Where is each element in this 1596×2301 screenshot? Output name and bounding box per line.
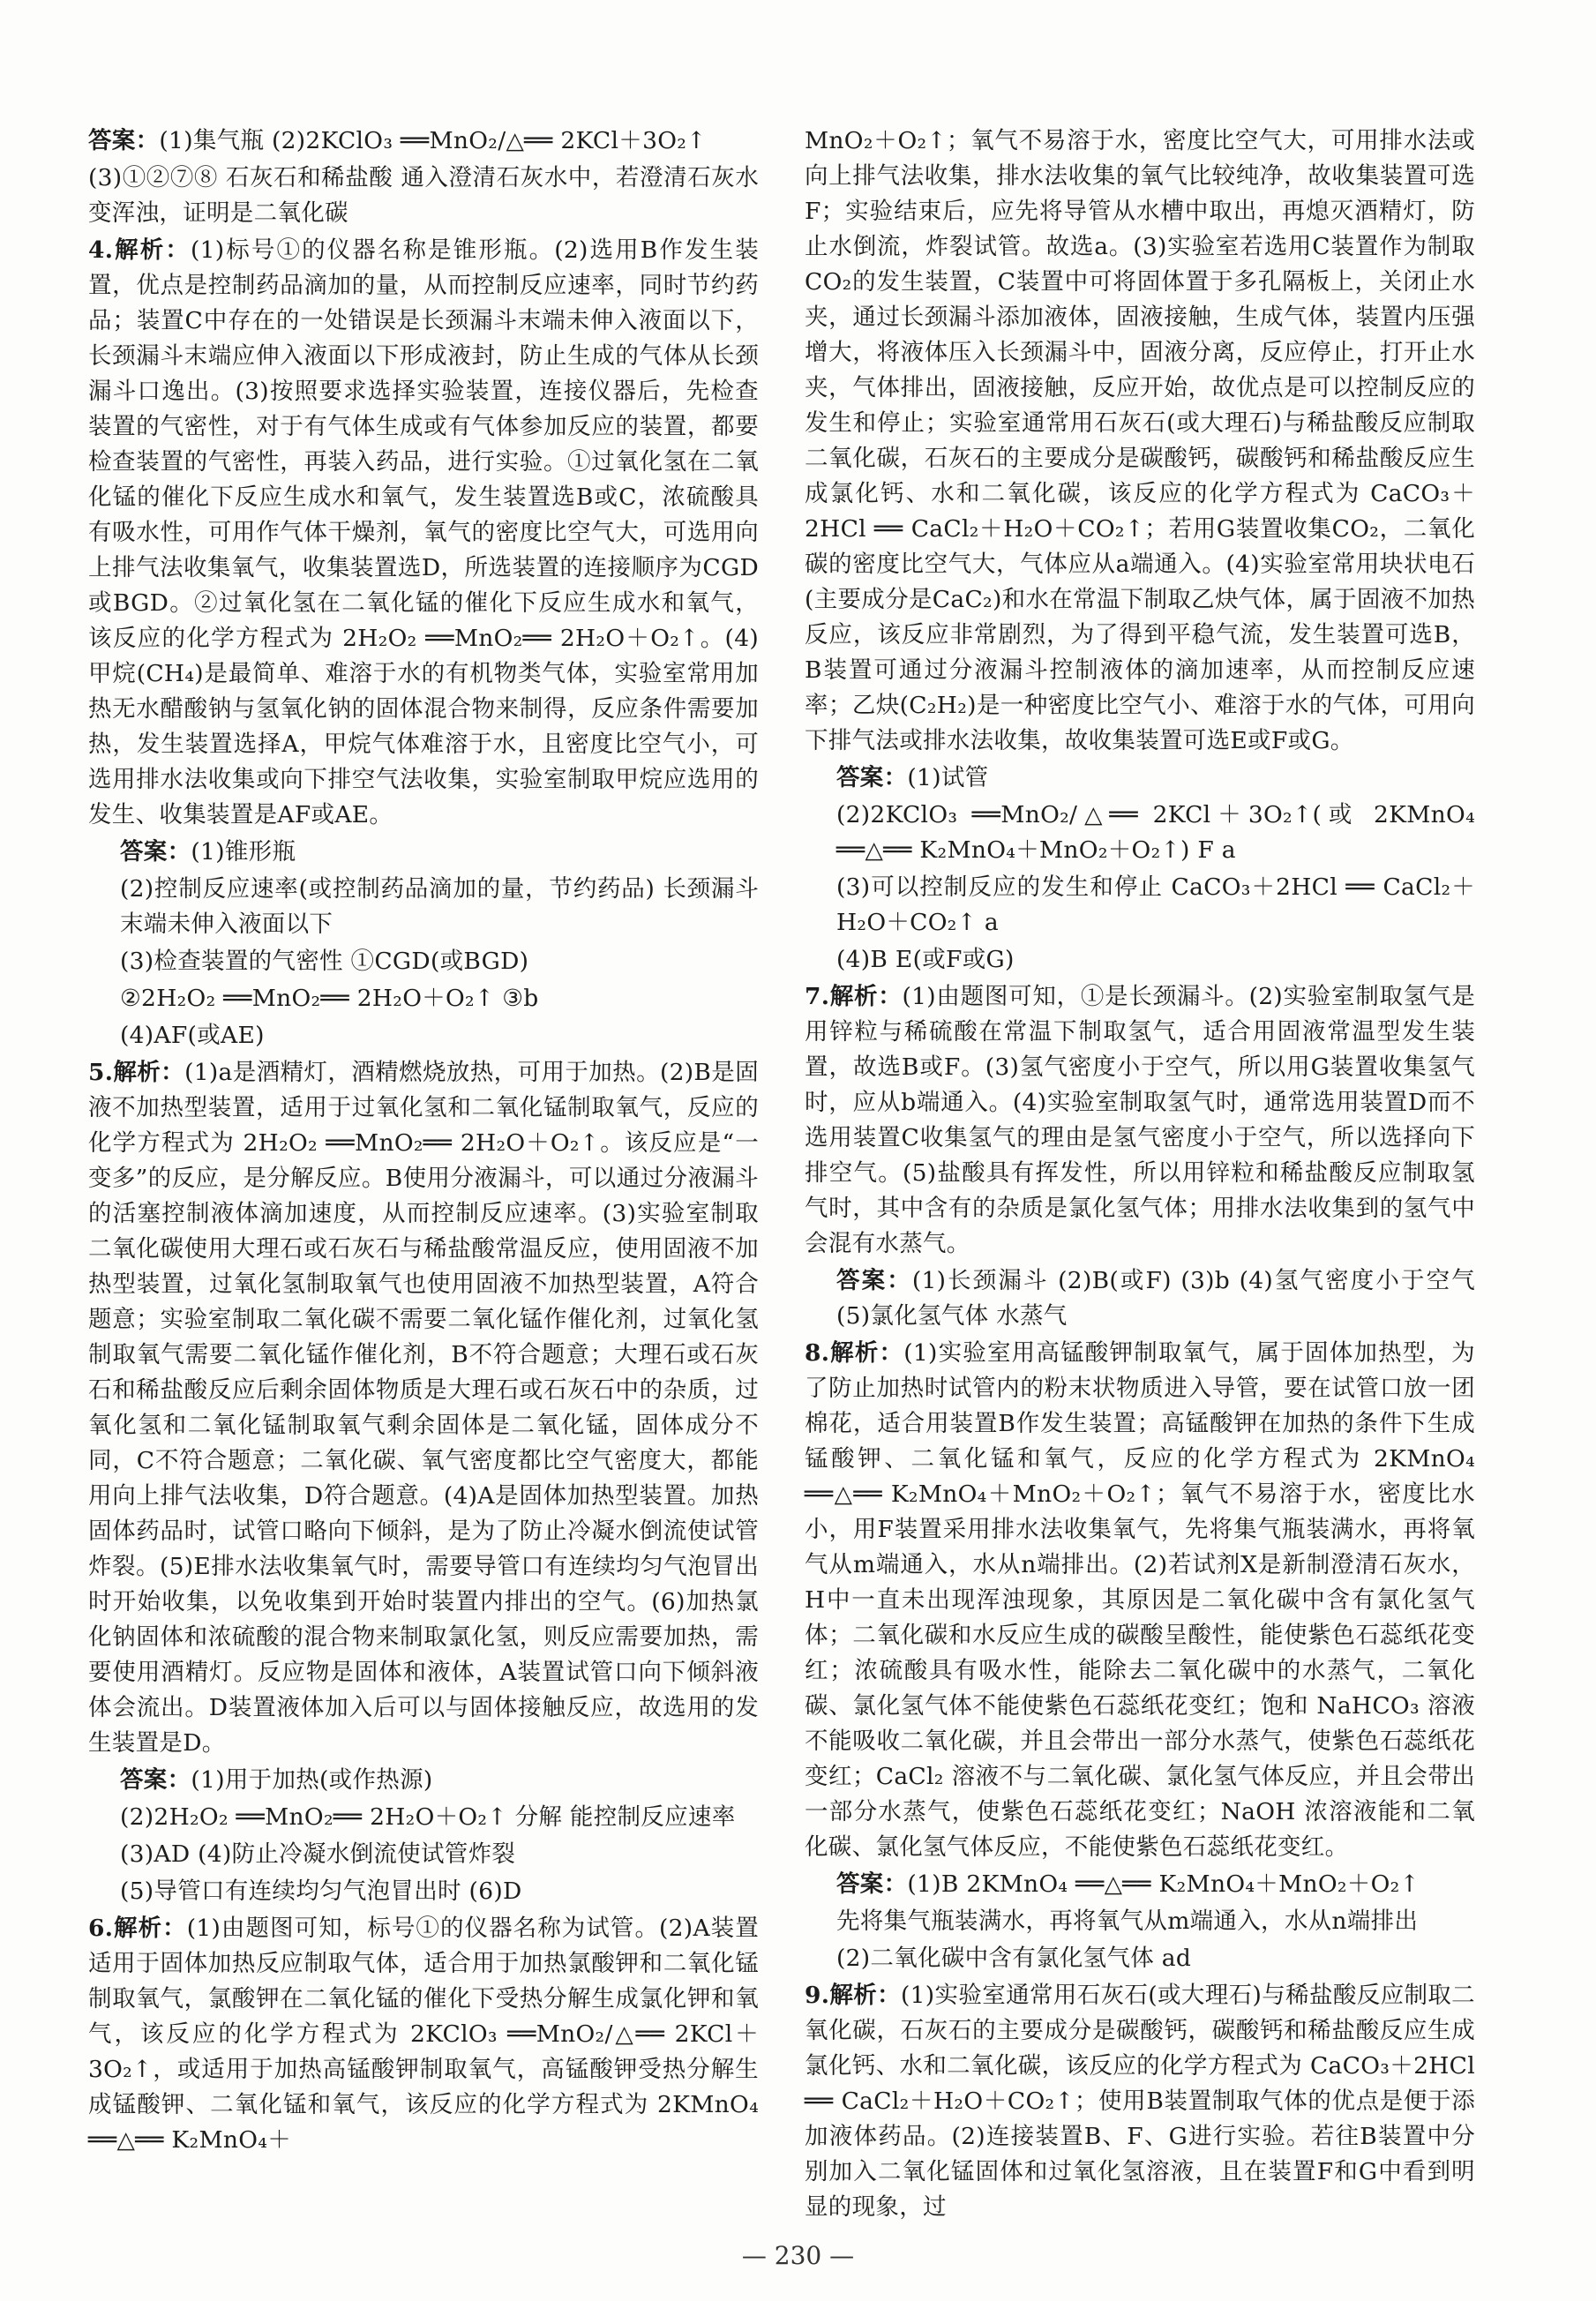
answer-line (88, 1018, 759, 1053)
explanation-block (88, 1911, 759, 2158)
block-text: (1)a是酒精灯，酒精燃烧放热，可用于加热。(2)B是固液不加热型装置，适用于过氧化氢和二氧化锰制取氧气，反应的化学方程式为 2H₂O₂ ══MnO₂══ 2H₂O＋O₂↑。该反应是“一变多”的反应，是分解反应。B使用分液漏斗，可以通过分液漏斗的活塞控制液体滴加速度，从而控制反应速率。(3)实验室制取二氧化碳使用大理石或石灰石与稀盐酸常温反应，使用固液不加热型装置，过氧化氢制取氧气也使用固液不加热型装置，A符合题意；实验室制取二氧化碳不需要二氧化锰作催化剂，过氧化氢制取氧气需要二氧化锰作催化剂，B不符合题意；大理石或石灰石和稀盐酸反应后剩余固体物质是大理石或石灰石中的杂质，过氧化氢和二氧化锰制取氧气剩余固体是二氧化锰，固体成分不同，C不符合题意；二氧化碳、氧气密度都比空气密度大，都能用向上排气法收集，D符合题意。(4)A是固体加热型装置。加热固体药品时，试管口略向下倾斜，是为了防止冷凝水倒流使试管炸裂。(5)E排水法收集氧气时，需要导管口有连续均匀气泡冒出时开始收集，以免收集到开始时装置内排出的空气。(6)加热氯化钠固体和浓硫酸的混合物来制取氯化氢，则反应需要加热，需要使用酒精灯。反应物是固体和液体，A装置试管口向下倾斜液体会流出。D装置液体加入后可以与固体接触反应，故选用的发生装置是D。 (88, 1059, 759, 1757)
block-text: (1)用于加热(或作热源) (191, 1766, 433, 1794)
block-text: (1)集气瓶 (2)2KClO₃ ══MnO₂/△══ 2KCl＋3O₂↑ (159, 127, 707, 154)
right-column (805, 124, 1475, 2227)
block-text: (3)检查装置的气密性 ①CGD(或BGD) (120, 948, 529, 975)
block-label: 5.解析： (88, 1059, 185, 1086)
answer-line (88, 944, 759, 979)
block-text: (3)可以控制反应的发生和停止 CaCO₃＋2HCl ══ CaCl₂＋H₂O＋CO₂↑ a (836, 873, 1475, 936)
block-text: (1)B 2KMnO₄ ══△══ K₂MnO₄＋MnO₂＋O₂↑ (907, 1870, 1420, 1898)
answer-block (805, 761, 1475, 796)
block-text: ②2H₂O₂ ══MnO₂══ 2H₂O＋O₂↑ ③b (120, 985, 539, 1012)
block-text: (1)标号①的仪器名称是锥形瓶。(2)选用B作发生装置，优点是控制药品滴加的量，从而控制反应速率，同时节约药品；装置C中存在的一处错误是长颈漏斗末端未伸入液面以下，长颈漏斗末端应伸入液面以下形成液封，防止生成的气体从长颈漏斗口逸出。(3)按照要求选择实验装置，连接仪器后，先检查装置的气密性，对于有气体生成或有气体参加反应的装置，都要检查装置的气密性，再装入药品，进行实验。①过氧化氢在二氧化锰的催化下反应生成水和氧气，发生装置选B或C，浓硫酸具有吸水性，可用作气体干燥剂，氧气的密度比空气大，可选用向上排气法收集氧气，收集装置选D，所选装置的连接顺序为CGD或BGD。②过氧化氢在二氧化锰的催化下反应生成水和氧气，该反应的化学方程式为 2H₂O₂ ══MnO₂══ 2H₂O＋O₂↑。(4)甲烷(CH₄)是最简单、难溶于水的有机物类气体，实验室常用加热无水醋酸钠与氢氧化钠的固体混合物来制得，反应条件需要加热，发生装置选择A，甲烷气体难溶于水，且密度比空气小，可选用排水法收集或向下排空气法收集，实验室制取甲烷应选用的发生、收集装置是AF或AE。 (88, 236, 759, 828)
answer-line (805, 870, 1475, 941)
answer-line (88, 1874, 759, 1909)
block-text: (1)实验室通常用石灰石(或大理石)与稀盐酸反应制取二氧化碳，石灰石的主要成分是碳酸钙，碳酸钙和稀盐酸反应生成氯化钙、水和二氧化碳，该反应的化学方程式为 CaCO₃＋2HCl ══ CaCl₂＋H₂O＋CO₂↑；使用B装置制取气体的优点是便于添加液体药品。(2)连接装置B、F、G进行实验。若往B装置中分别加入二氧化锰固体和过氧化氢溶液，且在装置F和G中看到明显的现象，过 (805, 1982, 1475, 2221)
block-label: 答案： (836, 1870, 908, 1898)
block-text: (1)锥形瓶 (191, 838, 296, 866)
block-text: (4)AF(或AE) (120, 1022, 265, 1049)
block-text: (2)2KClO₃ ══MnO₂/△══ 2KCl＋3O₂↑(或 2KMnO₄ ══△══ K₂MnO₄＋MnO₂＋O₂↑) F a (836, 801, 1475, 864)
answer-block (805, 1263, 1475, 1334)
block-text: (2)二氧化碳中含有氯化氢气体 ad (836, 1945, 1192, 1972)
explanation-block (805, 979, 1475, 1262)
block-text: (2)控制反应速率(或控制药品滴加的量，节约药品) 长颈漏斗末端未伸入液面以下 (120, 875, 759, 938)
answer-block (88, 835, 759, 870)
explanation-block (805, 1978, 1475, 2225)
answer-line (805, 1941, 1475, 1976)
block-text: (5)导管口有连续均匀气泡冒出时 (6)D (120, 1878, 522, 1905)
answer-line (88, 1837, 759, 1872)
block-label: 7.解析： (805, 983, 903, 1010)
block-text: (3)AD (4)防止冷凝水倒流使试管炸裂 (120, 1840, 516, 1868)
block-text: (3)①②⑦⑧ 石灰石和稀盐酸 通入澄清石灰水中，若澄清石灰水变浑浊，证明是二氧化碳 (88, 164, 759, 227)
answer-line (88, 872, 759, 942)
explanation-block (805, 1336, 1475, 1865)
answer-line (805, 1904, 1475, 1939)
block-text: (1)由题图可知，标号①的仪器名称为试管。(2)A装置适用于固体加热反应制取气体，适合用于加热氯酸钾和二氧化锰制取氧气，氯酸钾在二氧化锰的催化下受热分解生成氯化钾和氧气，该反应的化学方程式为 2KClO₃ ══MnO₂/△══ 2KCl＋3O₂↑，或适用于加热高锰酸钾制取氧气，高锰酸钾受热分解生成锰酸钾、二氧化锰和氧气，该反应的化学方程式为 2KMnO₄ ══△══ K₂MnO₄＋ (88, 1915, 760, 2154)
answer-block (805, 1867, 1475, 1902)
answer-line (88, 981, 759, 1016)
answer-line (805, 798, 1475, 868)
answer-block (88, 124, 759, 159)
block-text: (1)由题图可知，①是长颈漏斗。(2)实验室制取氢气是用锌粒与稀硫酸在常温下制取氢气，适合用固液常温型发生装置，故选B或F。(3)氢气密度小于空气，所以用G装置收集氢气时，应从b端通入。(4)实验室制取氢气时，通常选用装置D而不选用装置C收集氢气的理由是氢气密度小于空气，所以选择向下排空气。(5)盐酸具有挥发性，所以用锌粒和稀盐酸反应制取氢气时，其中含有的杂质是氯化氢气体；用排水法收集到的氢气中会混有水蒸气。 (805, 983, 1475, 1257)
block-text: (1)长颈漏斗 (2)B(或F) (3)b (4)氢气密度小于空气 (5)氯化氢气体 水蒸气 (836, 1267, 1475, 1330)
block-label: 9.解析： (805, 1982, 901, 2009)
explanation-block (88, 233, 759, 833)
block-text: 先将集气瓶装满水，再将氧气从m端通入，水从n端排出 (836, 1908, 1419, 1935)
block-text: (2)2H₂O₂ ══MnO₂══ 2H₂O＋O₂↑ 分解 能控制反应速率 (120, 1803, 736, 1831)
answer-line (805, 942, 1475, 978)
explanation-continued (805, 124, 1475, 759)
block-label: 4.解析： (88, 236, 191, 264)
block-label: 答案： (120, 838, 191, 866)
answer-line (88, 1800, 759, 1835)
block-label: 6.解析： (88, 1915, 187, 1942)
block-label: 答案： (836, 764, 908, 791)
left-column (88, 124, 759, 2160)
block-label: 答案： (120, 1766, 191, 1794)
block-text: (1)试管 (907, 764, 989, 791)
block-text: (4)B E(或F或G) (836, 946, 1015, 973)
block-label: 8.解析： (805, 1339, 904, 1367)
answer-block (88, 1763, 759, 1798)
explanation-block (88, 1055, 759, 1761)
block-label: 答案： (88, 127, 160, 154)
answer-line (88, 161, 759, 231)
page-number: — 230 — (741, 2241, 855, 2270)
block-text: (1)实验室用高锰酸钾制取氧气，属于固体加热型，为了防止加热时试管内的粉末状物质进入导管，要在试管口放一团棉花，适合用装置B作发生装置；高锰酸钾在加热的条件下生成锰酸钾、二氧化锰和氧气，反应的化学方程式为 2KMnO₄ ══△══ K₂MnO₄＋MnO₂＋O₂↑；氧气不易溶于水，密度比水小，用F装置采用排水法收集氧气，先将集气瓶装满水，再将氧气从m端通入，水从n端排出。(2)若试剂X是新制澄清石灰水，H中一直未出现浑浊现象，其原因是二氧化碳中含有氯化氢气体；二氧化碳和水反应生成的碳酸呈酸性，能使紫色石蕊纸花变红；浓硫酸具有吸水性，能除去二氧化碳中的水蒸气，二氧化碳、氯化氢气体不能使紫色石蕊纸花变红；饱和 NaHCO₃ 溶液不能吸收二氧化碳，并且会带出一部分水蒸气，使紫色石蕊纸花变红；CaCl₂ 溶液不与二氧化碳、氯化氢气体反应，并且会带出一部分水蒸气，使紫色石蕊纸花变红；NaOH 浓溶液能和二氧化碳、氯化氢气体反应，不能使紫色石蕊纸花变红。 (805, 1339, 1475, 1861)
block-text: MnO₂＋O₂↑；氧气不易溶于水，密度比空气大，可用排水法或向上排气法收集，排水法收集的氧气比较纯净，故收集装置可选F；实验结束后，应先将导管从水槽中取出，再熄灭酒精灯，防止水倒流，炸裂试管。故选a。(3)实验室若选用C装置作为制取CO₂的发生装置，C装置中可将固体置于多孔隔板上，关闭止水夹，通过长颈漏斗添加液体，固液接触，生成气体，装置内压强增大，将液体压入长颈漏斗中，固液分离，反应停止，打开止水夹，气体排出，固液接触，反应开始，故优点是可以控制反应的发生和停止；实验室通常用石灰石(或大理石)与稀盐酸反应制取二氧化碳，石灰石的主要成分是碳酸钙，碳酸钙和稀盐酸反应生成氯化钙、水和二氧化碳，该反应的化学方程式为 CaCO₃＋2HCl ══ CaCl₂＋H₂O＋CO₂↑；若用G装置收集CO₂，二氧化碳的密度比空气大，气体应从a端通入。(4)实验室常用块状电石(主要成分是CaC₂)和水在常温下制取乙炔气体，属于固液不加热反应，该反应非常剧烈，为了得到平稳气流，发生装置可选B，B装置可通过分液漏斗控制液体的滴加速率，从而控制反应速率；乙炔(C₂H₂)是一种密度比空气小、难溶于水的气体，可用向下排气法或排水法收集，故收集装置可选E或F或G。 (805, 127, 1475, 754)
block-label: 答案： (836, 1267, 912, 1294)
